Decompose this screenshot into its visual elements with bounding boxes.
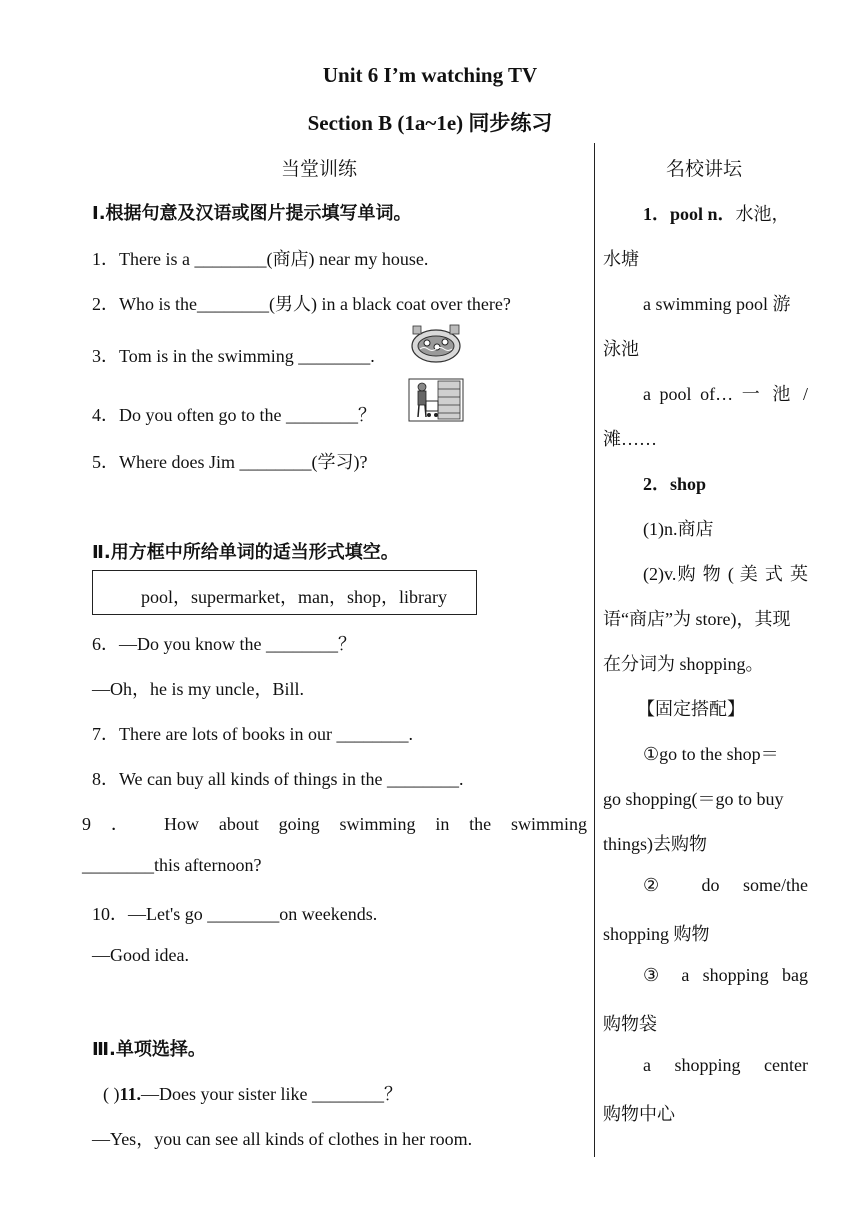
section-1-title: Ⅰ.根据句意及汉语或图片提示填写单词。 <box>92 203 412 224</box>
note-line: things)去购物 <box>603 834 708 854</box>
note-shop-heading: 2．shop <box>643 474 707 494</box>
exercise-item-10-answer: —Good idea. <box>92 945 189 965</box>
note-line: 泳池 <box>603 339 639 359</box>
page-title: Unit 6 I’m watching TV <box>322 63 538 87</box>
note-line: go shopping(＝go to buy <box>603 789 784 809</box>
note-line: 语“商店”为 store)，其现 <box>603 609 791 629</box>
question-text: —Does your sister like ________？ <box>141 1084 402 1104</box>
right-column-heading: 名校讲坛 <box>666 158 743 180</box>
note-pool-meaning: 水池， <box>735 204 790 224</box>
left-column-heading: 当堂训练 <box>281 158 358 180</box>
note-line: (2)v.购 物 ( 美 式 英 <box>643 564 808 584</box>
exercise-item-7: 7．There are lots of books in our ________. <box>92 724 413 744</box>
note-pool-term: 1．pool n． <box>643 204 736 224</box>
swimming-pool-icon <box>410 323 462 365</box>
exercise-item-2: 2．Who is the________(男人) in a black coat over there? <box>92 294 511 314</box>
exercise-item-9-continued: ________this afternoon? <box>82 855 262 875</box>
supermarket-icon <box>408 377 464 423</box>
note-line: ①go to the shop＝ <box>643 744 779 764</box>
word-box-text: pool，supermarket，man，shop，library <box>141 587 447 607</box>
exercise-item-9: 9 ． How about going swimming in the swimming <box>82 814 587 834</box>
question-11-answer: —Yes，you can see all kinds of clothes in her room. <box>92 1129 473 1149</box>
note-line: (1)n.商店 <box>643 519 714 539</box>
exercise-item-3: 3．Tom is in the swimming ________. <box>92 346 375 366</box>
note-line: 水塘 <box>603 249 639 269</box>
note-line: ② do some/the <box>643 875 808 895</box>
note-fixed-collocation-label: 【固定搭配】 <box>637 699 745 719</box>
page-subtitle: Section B (1a~1e) 同步练习 <box>307 111 553 135</box>
exercise-item-6: 6．—Do you know the ________？ <box>92 634 356 654</box>
note-line: 滩…… <box>603 429 657 449</box>
note-line: shopping 购物 <box>603 924 710 944</box>
exercise-item-6-answer: —Oh，he is my uncle，Bill. <box>92 679 304 699</box>
answer-paren: ( ) <box>103 1084 120 1104</box>
column-divider <box>594 143 595 1157</box>
section-3-title: Ⅲ.单项选择。 <box>92 1039 206 1060</box>
question-11 <box>103 1080 402 1106</box>
exercise-item-5: 5．Where does Jim ________(学习)? <box>92 452 368 472</box>
note-line: 在分词为 shopping。 <box>603 654 764 674</box>
exercise-item-8: 8．We can buy all kinds of things in the ________. <box>92 769 464 789</box>
note-line: ③ a shopping bag <box>643 965 808 985</box>
exercise-item-1: 1．There is a ________(商店) near my house. <box>92 249 429 269</box>
note-pool-heading <box>643 200 790 226</box>
exercise-item-10: 10．—Let's go ________on weekends. <box>92 904 378 924</box>
note-line: a swimming pool 游 <box>643 294 791 314</box>
word-box <box>92 570 477 615</box>
note-line: 购物袋 <box>603 1014 657 1034</box>
exercise-item-4: 4．Do you often go to the ________？ <box>92 405 376 425</box>
section-2-title: Ⅱ.用方框中所给单词的适当形式填空。 <box>92 542 399 563</box>
question-number: 11. <box>119 1084 142 1104</box>
note-line: a pool of… 一 池 / <box>643 384 808 404</box>
note-line: 购物中心 <box>603 1104 675 1124</box>
note-line: a shopping center <box>643 1055 808 1075</box>
